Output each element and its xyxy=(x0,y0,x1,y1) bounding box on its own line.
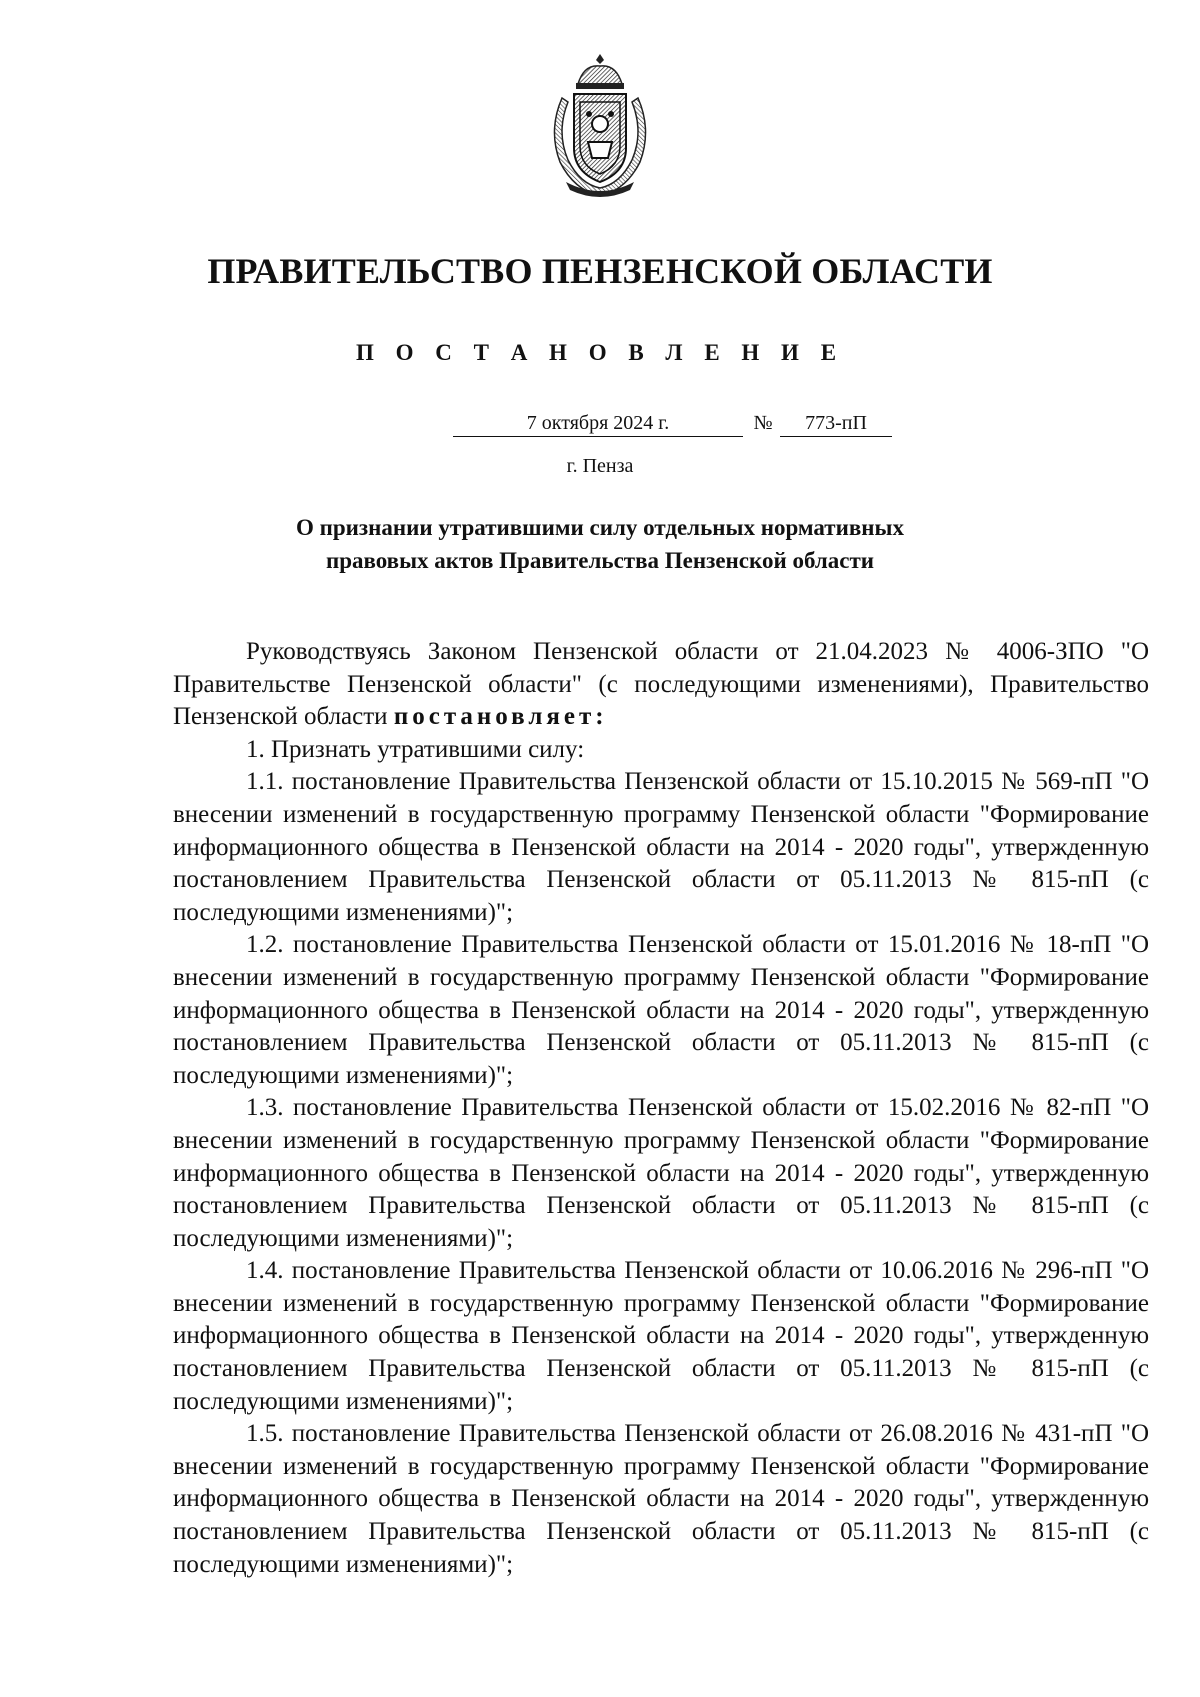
subitem-1-1: 1.1. постановление Правительства Пензенской области от 15.10.2015 № 569-пП "О внесении изменений в государственную программу Пензенской области "Формирование информационного общества в Пензенской области на 2014 - 2020 годы", утвержденную постановлением Правительства Пензенской области от 05.11.2013 № 815-пП (с последующими изменениями)"; xyxy=(173,768,1149,926)
document-number: 773-пП xyxy=(780,412,892,437)
preamble-paragraph xyxy=(173,636,1149,734)
number-sign: № xyxy=(753,412,773,434)
subitem-1-3: 1.3. постановление Правительства Пензенской области от 15.02.2016 № 82-пП "О внесении изменений в государственную программу Пензенской области "Формирование информационного общества в Пензенской области на 2014 - 2020 годы", утвержденную постановлением Правительства Пензенской области от 05.11.2013 № 815-пП (с последующими изменениями)"; xyxy=(173,1094,1149,1252)
preamble-text: Руководствуясь Законом Пензенской области от 21.04.2023 № 4006-ЗПО "О Правительстве Пензенской области" (с последующими изменениями), Правительство Пензенской области xyxy=(173,638,1149,731)
document-subject xyxy=(200,511,1000,577)
subitem-1-4: 1.4. постановление Правительства Пензенской области от 10.06.2016 № 296-пП "О внесении изменений в государственную программу Пензенской области "Формирование информационного общества в Пензенской области на 2014 - 2020 годы", утвержденную постановлением Правительства Пензенской области от 05.11.2013 № 815-пП (с последующими изменениями)"; xyxy=(173,1257,1149,1415)
city-name: г. Пенза xyxy=(566,455,634,477)
subitem-1-2: 1.2. постановление Правительства Пензенской области от 15.01.2016 № 18-пП "О внесении изменений в государственную программу Пензенской области "Формирование информационного общества в Пензенской области на 2014 - 2020 годы", утвержденную постановлением Правительства Пензенской области от 05.11.2013 № 815-пП (с последующими изменениями)"; xyxy=(173,931,1149,1089)
subject-line-1: О признании утратившими силу отдельных нормативных xyxy=(296,515,904,540)
coat-of-arms-emblem xyxy=(540,50,660,200)
date-number-line xyxy=(0,412,1200,444)
organization-title: ПРАВИТЕЛЬСТВО ПЕНЗЕНСКОЙ ОБЛАСТИ xyxy=(207,251,993,291)
decree-word: постановляет: xyxy=(393,703,608,731)
document-body xyxy=(173,636,1149,1581)
document-date: 7 октября 2024 г. xyxy=(453,412,743,437)
item-1-paragraph: 1. Признать утратившими силу: xyxy=(246,735,585,763)
subitem-1-5: 1.5. постановление Правительства Пензенской области от 26.08.2016 № 431-пП "О внесении изменений в государственную программу Пензенской области "Формирование информационного общества в Пензенской области на 2014 - 2020 годы", утвержденную постановлением Правительства Пензенской области от 05.11.2013 № 815-пП (с последующими изменениями)"; xyxy=(173,1420,1149,1578)
document-type-heading: П О С Т А Н О В Л Е Н И Е xyxy=(355,340,845,365)
subject-line-2: правовых актов Правительства Пензенской области xyxy=(325,548,875,573)
